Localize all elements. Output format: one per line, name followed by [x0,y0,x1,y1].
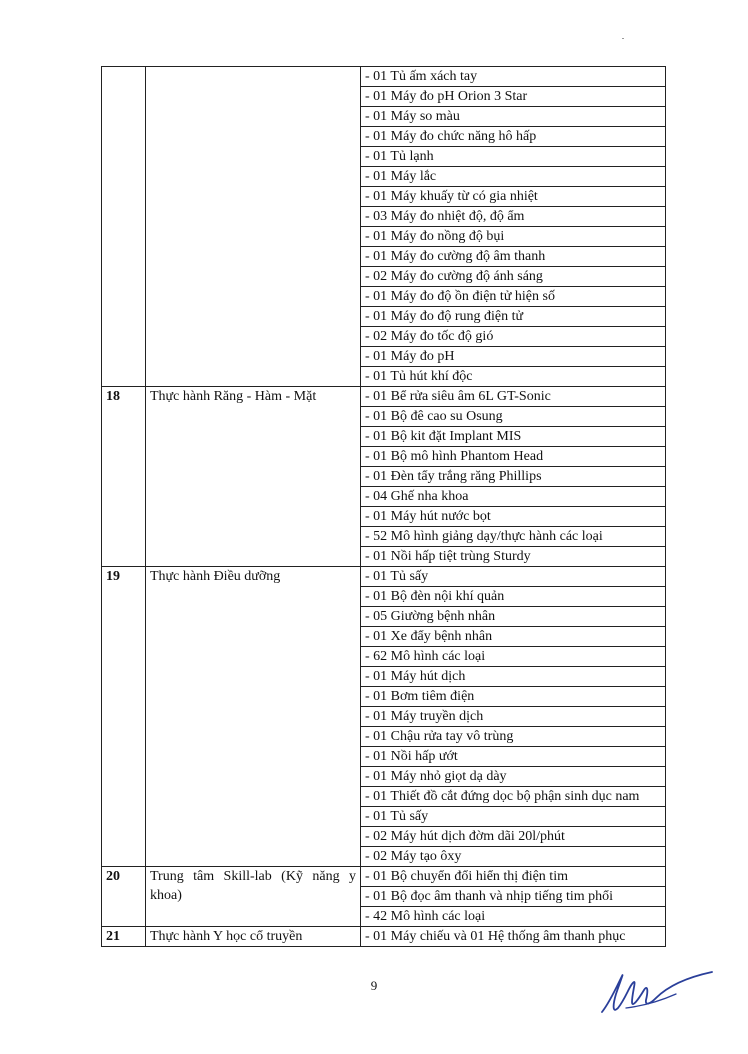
facility-name: Thực hành Răng - Hàm - Mặt [146,387,361,567]
equipment-item: - 52 Mô hình giảng dạy/thực hành các loại [361,527,666,547]
equipment-item: - 01 Máy đo cường độ âm thanh [361,247,666,267]
table-row [102,927,666,947]
row-number: 18 [102,387,146,567]
equipment-item: - 02 Máy hút dịch đờm dãi 20l/phút [361,827,666,847]
equipment-item: - 01 Nồi hấp ướt [361,747,666,767]
table-row [102,867,666,887]
equipment-item: - 01 Máy đo độ ồn điện tử hiện số [361,287,666,307]
equipment-item: - 01 Tủ sấy [361,807,666,827]
equipment-item: - 62 Mô hình các loại [361,647,666,667]
row-number: 21 [102,927,146,947]
equipment-item: - 01 Tủ lạnh [361,147,666,167]
equipment-item: - 02 Máy đo tốc độ gió [361,327,666,347]
equipment-item: - 01 Bộ mô hình Phantom Head [361,447,666,467]
equipment-item: - 01 Máy đo nồng độ bụi [361,227,666,247]
equipment-item: - 01 Máy chiếu và 01 Hệ thống âm thanh phục [361,927,666,947]
equipment-item: - 01 Máy nhỏ giọt dạ dày [361,767,666,787]
equipment-item: - 02 Máy đo cường độ ánh sáng [361,267,666,287]
equipment-item: - 01 Bộ kit đặt Implant MIS [361,427,666,447]
scan-speck [622,38,624,39]
table-row [102,567,666,587]
equipment-item: - 01 Bộ chuyển đổi hiển thị điện tim [361,867,666,887]
equipment-item: - 42 Mô hình các loại [361,907,666,927]
equipment-item: - 01 Bộ đê cao su Osung [361,407,666,427]
equipment-item: - 01 Máy hút dịch [361,667,666,687]
equipment-item: - 01 Tủ ấm xách tay [361,67,666,87]
equipment-item: - 01 Máy đo chức năng hô hấp [361,127,666,147]
equipment-item: - 01 Bể rửa siêu âm 6L GT-Sonic [361,387,666,407]
equipment-item: - 05 Giường bệnh nhân [361,607,666,627]
equipment-item: - 02 Máy tạo ôxy [361,847,666,867]
equipment-item: - 01 Bơm tiêm điện [361,687,666,707]
signature-mark [596,962,716,1022]
equipment-item: - 01 Máy khuấy từ có gia nhiệt [361,187,666,207]
equipment-item: - 01 Máy so màu [361,107,666,127]
page-number: 9 [370,978,378,993]
equipment-item: - 01 Máy đo độ rung điện tử [361,307,666,327]
facility-name: Thực hành Điều dưỡng [146,567,361,867]
equipment-item: - 01 Máy truyền dịch [361,707,666,727]
equipment-item: - 01 Tủ hút khí độc [361,367,666,387]
row-number: 20 [102,867,146,927]
equipment-item: - 01 Thiết đồ cắt đứng dọc bộ phận sinh dục nam [361,787,666,807]
equipment-item: - 01 Chậu rửa tay vô trùng [361,727,666,747]
equipment-item: - 01 Nồi hấp tiệt trùng Sturdy [361,547,666,567]
equipment-item: - 01 Xe đẩy bệnh nhân [361,627,666,647]
facility-name [146,67,361,387]
equipment-item: - 01 Tủ sấy [361,567,666,587]
table-row [102,67,666,87]
equipment-item: - 03 Máy đo nhiệt độ, độ ẩm [361,207,666,227]
equipment-item: - 01 Máy đo pH Orion 3 Star [361,87,666,107]
equipment-table [101,66,666,947]
row-number [102,67,146,387]
equipment-table-body [102,67,666,947]
equipment-item: - 01 Bộ đèn nội khí quản [361,587,666,607]
table-row [102,387,666,407]
equipment-item: - 01 Đèn tẩy trắng răng Phillips [361,467,666,487]
equipment-item: - 01 Bộ đọc âm thanh và nhịp tiếng tim phổi [361,887,666,907]
equipment-item: - 01 Máy đo pH [361,347,666,367]
equipment-item: - 04 Ghế nha khoa [361,487,666,507]
row-number: 19 [102,567,146,867]
facility-name: Trung tâm Skill-lab (Kỹ năng y khoa) [146,867,361,927]
equipment-item: - 01 Máy hút nước bọt [361,507,666,527]
equipment-item: - 01 Máy lắc [361,167,666,187]
facility-name: Thực hành Y học cổ truyền [146,927,361,947]
